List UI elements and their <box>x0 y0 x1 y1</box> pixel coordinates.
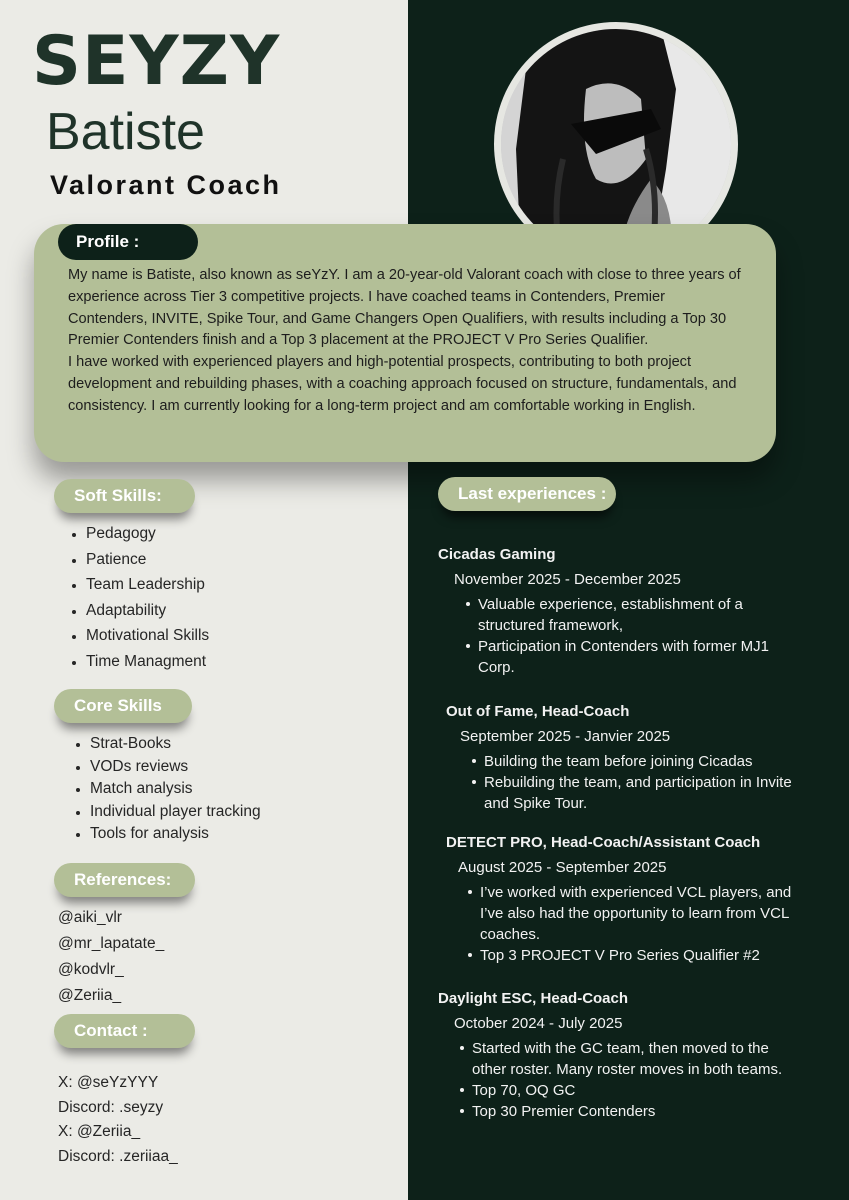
list-item: Patience <box>70 551 209 577</box>
experience-bullets <box>458 1038 803 1122</box>
experience-entry <box>446 834 831 966</box>
experience-bullet: Participation in Contenders with former MJ1 Corp. <box>464 636 794 678</box>
reference-item: @aiki_vlr <box>58 909 122 926</box>
experience-dates: November 2025 - December 2025 <box>454 571 681 588</box>
core-skills-list <box>74 735 261 848</box>
contact-item: X: @Zeriia_ <box>58 1123 141 1141</box>
reference-item: @kodvlr_ <box>58 961 124 978</box>
list-item: Time Managment <box>70 653 209 679</box>
experience-dates: October 2024 - July 2025 <box>454 1015 623 1032</box>
experience-bullet: Building the team before joining Cicadas <box>470 751 815 772</box>
soft-skills-heading: Soft Skills: <box>54 479 195 513</box>
experience-dates: August 2025 - September 2025 <box>458 859 667 876</box>
list-item: Match analysis <box>74 780 261 803</box>
profile-text <box>68 265 748 418</box>
list-item: Team Leadership <box>70 576 209 602</box>
experience-entry <box>438 990 828 1122</box>
core-skills-heading: Core Skills <box>54 689 192 723</box>
experience-bullet: Valuable experience, establishment of a structured framework, <box>464 594 794 636</box>
first-name: SEYZY <box>32 22 281 101</box>
list-item: Pedagogy <box>70 525 209 551</box>
experience-bullets <box>464 594 794 678</box>
experience-company: Out of Fame, Head-Coach <box>446 703 630 720</box>
contact-list <box>58 1074 178 1173</box>
reference-item: @Zeriia_ <box>58 987 122 1004</box>
contact-item: Discord: .zeriiaa_ <box>58 1148 178 1166</box>
experience-company: DETECT PRO, Head-Coach/Assistant Coach <box>446 834 761 851</box>
experience-entry <box>438 546 818 678</box>
profile-heading: Profile : <box>58 224 198 260</box>
experience-bullet: Top 3 PROJECT V Pro Series Qualifier #2 <box>466 945 811 966</box>
references-list <box>58 909 164 1013</box>
last-name: Batiste <box>46 103 205 161</box>
contact-heading: Contact : <box>54 1014 195 1048</box>
reference-item: @mr_lapatate_ <box>58 935 165 952</box>
experience-company: Daylight ESC, Head-Coach <box>438 990 629 1007</box>
contact-item: Discord: .seyzy <box>58 1098 164 1116</box>
experience-bullet: I’ve worked with experienced VCL players, and I’ve also had the opportunity to learn from VCL coaches. <box>466 882 811 945</box>
list-item: Motivational Skills <box>70 627 209 653</box>
contact-item: X: @seYzYYY <box>58 1074 159 1091</box>
job-title: Valorant Coach <box>50 170 282 200</box>
references-heading: References: <box>54 863 195 897</box>
experience-bullet: Top 30 Premier Contenders <box>458 1101 803 1122</box>
experience-bullet: Rebuilding the team, and participation in Invite and Spike Tour. <box>470 772 815 814</box>
experience-bullets <box>466 882 811 966</box>
experience-bullets <box>470 751 815 814</box>
profile-paragraph: My name is Batiste, also known as seYzY. I am a 20-year-old Valorant coach with close to three years of experience across Tier 3 competitive projects. I have coached teams in Contenders, Premier Contenders, INVITE, Spike Tour, and Game Changers Open Qualifiers, with results including a Top 30 Premier Contenders finish and a Top 3 placement at the PROJECT V Pro Series Qualifier. I have worked with experienced players and high-potential prospects, contributing to both project development and rebuilding phases, with a coaching approach focused on structure, fundamentals, and consistency. I am currently looking for a long-term project and am comfortable working in English. <box>68 267 741 414</box>
experiences-heading: Last experiences : <box>438 477 616 511</box>
list-item: Adaptability <box>70 602 209 628</box>
experience-bullet: Started with the GC team, then moved to the other roster. Many roster moves in both teams. <box>458 1038 803 1080</box>
list-item: VODs reviews <box>74 758 261 781</box>
list-item: Individual player tracking <box>74 803 261 826</box>
list-item: Strat-Books <box>74 735 261 758</box>
experience-company: Cicadas Gaming <box>438 546 556 563</box>
soft-skills-list <box>70 525 209 679</box>
experience-entry <box>446 703 826 814</box>
list-item: Tools for analysis <box>74 825 261 848</box>
experience-bullet: Top 70, OQ GC <box>458 1080 803 1101</box>
experience-dates: September 2025 - Janvier 2025 <box>460 728 671 745</box>
